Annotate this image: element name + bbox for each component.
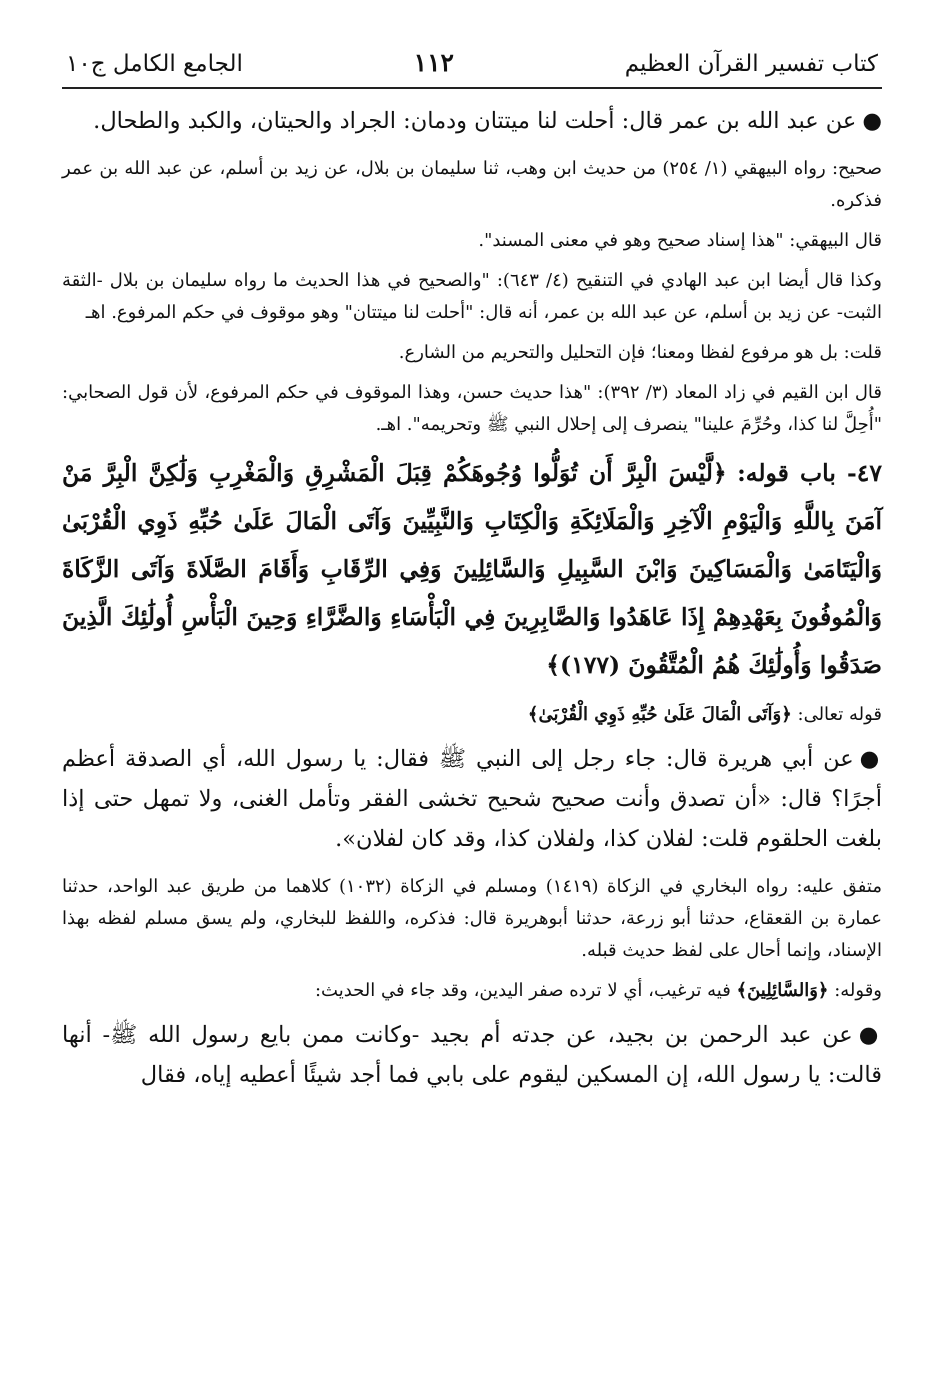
header-rule (62, 87, 882, 89)
quran-verse: ﴿لَّيْسَ الْبِرَّ أَن تُوَلُّوا وُجُوهَكُمْ قِبَلَ الْمَشْرِقِ وَالْمَغْرِبِ وَلَٰكِنَّ الْبِرَّ مَنْ آمَنَ بِاللَّهِ وَالْيَوْمِ الْآخِرِ وَالْمَلَائِكَةِ وَالْكِتَابِ وَالنَّبِيِّينَ وَآتَى الْمَالَ عَلَىٰ حُبِّهِ ذَوِي الْقُرْبَىٰ وَالْيَتَامَىٰ وَالْمَسَاكِينَ وَابْنَ السَّبِيلِ وَالسَّائِلِينَ وَفِي الرِّقَابِ وَأَقَامَ الصَّلَاةَ وَآتَى الزَّكَاةَ وَالْمُوفُونَ بِعَهْدِهِمْ إِذَا عَاهَدُوا وَالصَّابِرِينَ فِي الْبَأْسَاءِ وَالضَّرَّاءِ وَحِينَ الْبَأْسِ أُولَٰئِكَ الَّذِينَ صَدَقُوا وَأُولَٰئِكَ هُمُ الْمُتَّقُونَ (١٧٧)﴾ (62, 459, 882, 679)
page-body (62, 101, 882, 1095)
bullet-icon: ● (858, 1022, 882, 1048)
chapter-label: ٤٧- باب قوله: (737, 459, 883, 487)
bullet-icon: ● (859, 746, 882, 772)
commentary-note: قال ابن القيم في زاد المعاد (٣/ ٣٩٢): "هذا حديث حسن، وهذا الموقوف في حكم المرفوع، لأن قول الصحابي: "أُحِلَّ لنا كذا، وحُرِّمَ علينا" ينصرف إلى إحلال النبي ﷺ وتحريمه". اهـ. (62, 382, 882, 435)
commentary-note: وكذا قال أيضا ابن عبد الهادي في التنقيح (٤/ ٦٤٣): "والصحيح في هذا الحديث ما رواه سليمان بن بلال -الثقة الثبت- عن زيد بن أسلم، عن عبد الله بن عمر، أنه قال: "أحلت لنا ميتتان" وهو موقوف في حكم المرفوع. اهـ (62, 270, 882, 323)
quran-verse-inline: ﴿وَآتَى الْمَالَ عَلَىٰ حُبِّهِ ذَوِي الْقُرْبَىٰ﴾ (527, 704, 792, 725)
commentary-note: وقوله: ﴿وَالسَّائِلِينَ﴾ فيه ترغيب، أي لا ترده صفر اليدين، وقد جاء في الحديث: (314, 980, 882, 1001)
commentary-note: قال البيهقي: "هذا إسناد صحيح وهو في معنى المسند". (478, 230, 882, 251)
hadith-paragraph: ●عن أبي هريرة قال: جاء رجل إلى النبي ﷺ فقال: يا رسول الله، أي الصدقة أعظم أجرًا؟ قال: «أن تصدق وأنت صحيح شحيح تخشى الفقر وتأمل الغنى، ولا تمهل حتى إذا بلغت الحلقوم قلت: لفلان كذا، ولفلان كذا، وقد كان لفلان». (62, 746, 882, 852)
takhrij-note: متفق عليه: رواه البخاري في الزكاة (١٤١٩) ومسلم في الزكاة (١٠٣٢) كلاهما من طريق عبد الواحد، حدثنا عمارة بن القعقاع، حدثنا أبو زرعة، حدثنا أبوهريرة قال: فذكره، واللفظ للبخاري، ولم يسق مسلم لفظه بهذا الإسناد، وإنما أحال على لفظ حديث قبله. (62, 876, 882, 961)
header-volume-title: الجامع الكامل ج١٠ (66, 51, 243, 77)
hadith-paragraph: ●عن عبد الرحمن بن بجيد، عن جدته أم بجيد -وكانت ممن بايع رسول الله ﷺ- أنها قالت: يا رسول الله، إن المسكين ليقوم على بابي فما أجد شيئًا أعطيه إياه، فقال (62, 1022, 882, 1088)
verse-citation: قوله تعالى: ﴿وَآتَى الْمَالَ عَلَىٰ حُبِّهِ ذَوِي الْقُرْبَىٰ﴾ (527, 704, 882, 725)
commentary-note: قلت: بل هو مرفوع لفظا ومعنا؛ فإن التحليل والتحريم من الشارع. (398, 342, 882, 363)
chapter-heading (62, 449, 882, 689)
takhrij-note: صحيح: رواه البيهقي (١/ ٢٥٤) من حديث ابن وهب، ثنا سليمان بن بلال، عن زيد بن أسلم، عن عبد الله بن عمر فذكره. (62, 158, 883, 211)
quran-verse-inline: ﴿وَالسَّائِلِينَ﴾ (736, 980, 829, 1001)
bullet-icon: ● (862, 108, 882, 134)
page-number: ١١٢ (413, 48, 454, 77)
header-book-title: كتاب تفسير القرآن العظيم (624, 51, 878, 77)
hadith-paragraph: ●عن عبد الله بن عمر قال: أحلت لنا ميتتان ودمان: الجراد والحيتان، والكبد والطحال. (93, 108, 882, 134)
page-header (62, 48, 882, 87)
